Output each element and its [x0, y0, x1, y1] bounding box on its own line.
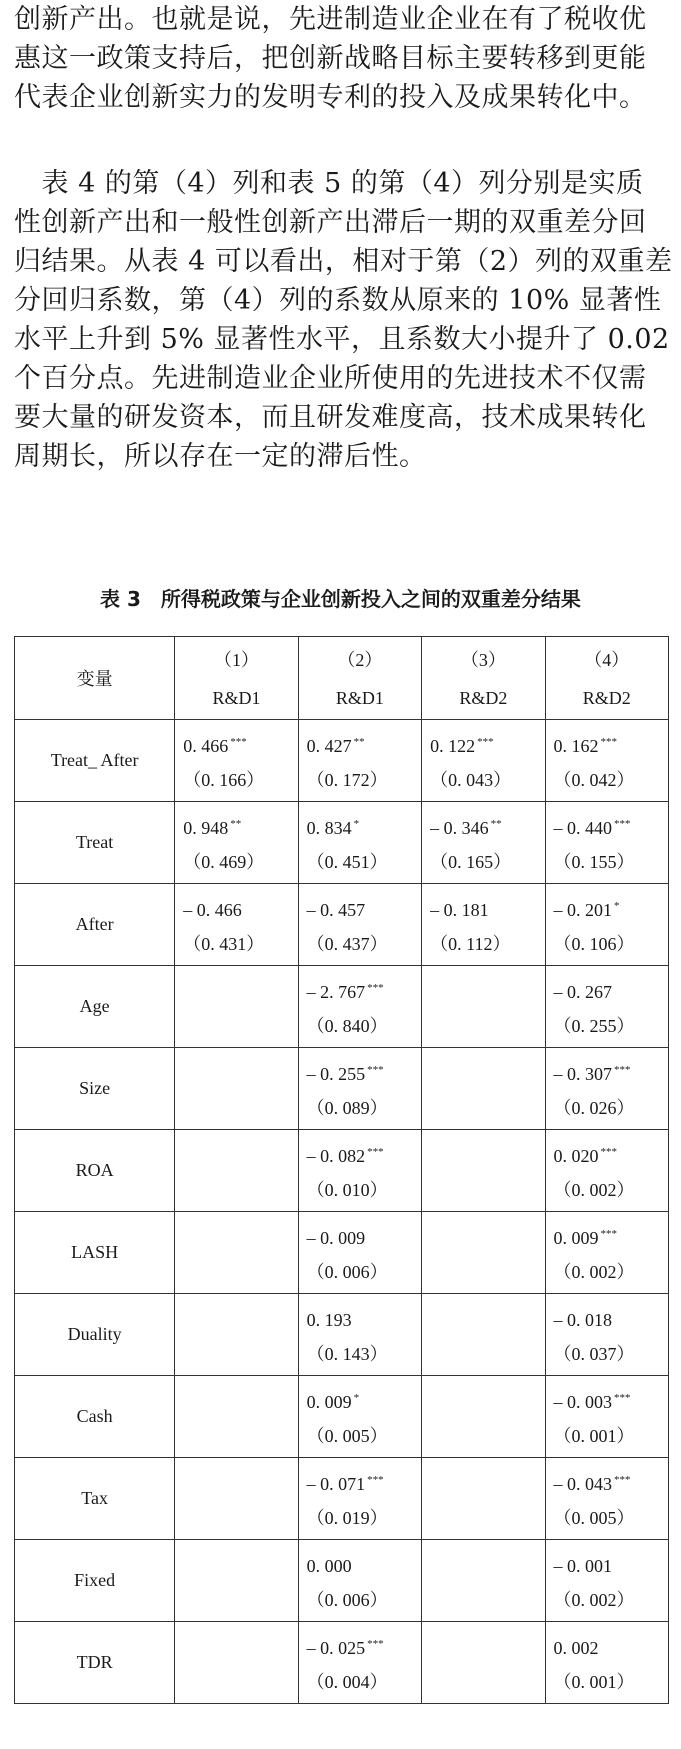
paragraph-line: 水平上升到 5% 显著性水平，且系数大小提升了 0.02 — [14, 324, 670, 355]
table-cell — [175, 1376, 298, 1458]
variable-name: ROA — [15, 1130, 175, 1212]
significance-stars: *** — [614, 1064, 631, 1076]
coefficient — [430, 802, 544, 843]
column-header — [545, 637, 668, 720]
coefficient-value: – 0. 440 — [553, 818, 613, 838]
standard-error — [183, 1581, 297, 1619]
coefficient — [307, 1622, 421, 1663]
standard-error — [183, 1171, 297, 1209]
coefficient — [430, 1458, 544, 1499]
coefficient — [307, 720, 421, 761]
variable-name: Duality — [15, 1294, 175, 1376]
coefficient — [183, 1622, 297, 1663]
standard-error: （0. 006） — [306, 1262, 388, 1282]
standard-error: （0. 840） — [306, 1016, 388, 1036]
paragraph-line: 性创新产出和一般性创新产出滞后一期的双重差分回 — [14, 207, 647, 238]
significance-stars: ** — [230, 818, 242, 830]
table-cell — [422, 1048, 545, 1130]
table-row — [15, 1048, 669, 1130]
coefficient — [307, 966, 421, 1007]
column-header — [298, 637, 421, 720]
table-cell — [175, 1212, 298, 1294]
standard-error: （0. 001） — [553, 1672, 635, 1692]
standard-error: （0. 255） — [553, 1016, 635, 1036]
coefficient — [307, 1048, 421, 1089]
coefficient-value: – 0. 001 — [553, 1556, 613, 1576]
coefficient — [183, 720, 297, 761]
paragraph-line: 要大量的研发资本，而且研发难度高，技术成果转化 — [14, 402, 647, 433]
table-cell — [422, 802, 545, 884]
table-cell — [545, 884, 668, 966]
column-number: （3） — [460, 650, 506, 670]
table-cell — [298, 884, 421, 966]
coefficient — [554, 1048, 668, 1089]
table-body — [15, 637, 669, 1704]
variable-name: Treat — [15, 802, 175, 884]
table-cell — [545, 1212, 668, 1294]
significance-stars: *** — [367, 982, 384, 994]
table-cell — [298, 1376, 421, 1458]
dependent-variable: R&D2 — [582, 688, 631, 708]
coefficient-value: 0. 427 — [306, 736, 352, 756]
coefficient-value: 0. 122 — [430, 736, 476, 756]
column-header — [422, 637, 545, 720]
column-number: （4） — [584, 650, 630, 670]
coefficient — [430, 1294, 544, 1335]
standard-error: （0. 001） — [553, 1426, 635, 1446]
paragraph-line: 归结果。从表 4 可以看出，相对于第（2）列的双重差 — [14, 246, 673, 277]
coefficient-value: 0. 009 — [553, 1228, 599, 1248]
table-cell — [298, 1048, 421, 1130]
coefficient — [430, 1376, 544, 1417]
coefficient-value: – 0. 025 — [306, 1638, 366, 1658]
standard-error: （0. 089） — [306, 1098, 388, 1118]
significance-stars: *** — [367, 1064, 384, 1076]
variable-name: Treat_ After — [15, 720, 175, 802]
table-cell — [298, 1294, 421, 1376]
coefficient-value: – 0. 043 — [553, 1474, 613, 1494]
standard-error: （0. 002） — [553, 1590, 635, 1610]
standard-error — [430, 1581, 544, 1619]
standard-error: （0. 010） — [306, 1180, 388, 1200]
coefficient — [307, 1540, 421, 1581]
coefficient — [307, 802, 421, 843]
table-cell — [175, 1540, 298, 1622]
coefficient — [307, 1458, 421, 1499]
coefficient — [307, 1212, 421, 1253]
table-cell — [422, 966, 545, 1048]
table-cell — [422, 1294, 545, 1376]
coefficient — [307, 1130, 421, 1171]
table-cell — [545, 966, 668, 1048]
coefficient-value: – 2. 767 — [306, 982, 366, 1002]
standard-error — [183, 1089, 297, 1127]
coefficient — [183, 802, 297, 843]
table-row — [15, 884, 669, 966]
standard-error: （0. 042） — [553, 770, 635, 790]
variable-name: Tax — [15, 1458, 175, 1540]
significance-stars: *** — [614, 1474, 631, 1486]
standard-error: （0. 451） — [306, 852, 388, 872]
coefficient — [554, 1294, 668, 1335]
standard-error: （0. 437） — [306, 934, 388, 954]
coefficient-value: – 0. 267 — [553, 982, 613, 1002]
coefficient — [554, 720, 668, 761]
significance-stars: * — [353, 818, 360, 830]
significance-stars: *** — [367, 1146, 384, 1158]
standard-error: （0. 155） — [553, 852, 635, 872]
standard-error: （0. 112） — [430, 934, 511, 954]
standard-error: （0. 106） — [553, 934, 635, 954]
coefficient-value: – 0. 307 — [553, 1064, 613, 1084]
significance-stars: * — [353, 1392, 360, 1404]
variable-name: Fixed — [15, 1540, 175, 1622]
standard-error — [183, 1499, 297, 1537]
coefficient — [430, 720, 544, 761]
table-row — [15, 1458, 669, 1540]
coefficient — [430, 1212, 544, 1253]
standard-error: （0. 469） — [183, 852, 265, 872]
coefficient — [183, 1458, 297, 1499]
standard-error — [183, 1663, 297, 1701]
coefficient — [554, 1130, 668, 1171]
table-cell — [422, 1130, 545, 1212]
table-cell — [298, 966, 421, 1048]
regression-table — [14, 636, 669, 1704]
coefficient — [554, 1622, 668, 1663]
table-cell — [175, 1458, 298, 1540]
table-cell — [422, 720, 545, 802]
table-row — [15, 1622, 669, 1704]
standard-error — [430, 1499, 544, 1537]
coefficient — [554, 1212, 668, 1253]
coefficient-value: – 0. 082 — [306, 1146, 366, 1166]
table-row — [15, 1130, 669, 1212]
standard-error — [183, 1253, 297, 1291]
standard-error — [183, 1335, 297, 1373]
standard-error: （0. 006） — [306, 1590, 388, 1610]
table-cell — [298, 1458, 421, 1540]
coefficient-value: – 0. 009 — [306, 1228, 366, 1248]
table-cell — [422, 1376, 545, 1458]
variable-name: Size — [15, 1048, 175, 1130]
standard-error: （0. 005） — [306, 1426, 388, 1446]
paragraph-2 — [14, 164, 673, 476]
paragraph-line: 分回归系数，第（4）列的系数从原来的 10% 显著性 — [14, 285, 662, 316]
table-cell — [175, 966, 298, 1048]
table-cell — [298, 1130, 421, 1212]
coefficient-value: 0. 002 — [553, 1638, 599, 1658]
variable-name: LASH — [15, 1212, 175, 1294]
coefficient-value: – 0. 466 — [183, 900, 242, 920]
coefficient-value: 0. 162 — [553, 736, 599, 756]
standard-error: （0. 005） — [553, 1508, 635, 1528]
paragraph-1 — [14, 0, 669, 117]
table-row — [15, 720, 669, 802]
coefficient-value: 0. 020 — [553, 1146, 599, 1166]
coefficient — [307, 1376, 421, 1417]
table-cell — [422, 1622, 545, 1704]
significance-stars: *** — [367, 1638, 384, 1650]
coefficient — [307, 1294, 421, 1335]
table-cell — [298, 1622, 421, 1704]
coefficient — [554, 802, 668, 843]
coefficient — [183, 1130, 297, 1171]
significance-stars: *** — [477, 736, 494, 748]
standard-error: （0. 172） — [306, 770, 388, 790]
standard-error — [430, 1663, 544, 1701]
table-caption: 表 3 所得税政策与企业创新投入之间的双重差分结果 — [100, 587, 581, 611]
coefficient — [554, 966, 668, 1007]
table-cell — [545, 1458, 668, 1540]
table-row — [15, 966, 669, 1048]
table-cell — [422, 1540, 545, 1622]
variable-name: After — [15, 884, 175, 966]
column-header — [175, 637, 298, 720]
standard-error — [183, 1007, 297, 1045]
table-cell — [422, 1458, 545, 1540]
table-cell — [175, 1294, 298, 1376]
coefficient — [430, 1622, 544, 1663]
coefficient-value: 0. 009 — [306, 1392, 352, 1412]
table-cell — [298, 720, 421, 802]
coefficient-value: – 0. 181 — [430, 900, 489, 920]
coefficient — [554, 1376, 668, 1417]
significance-stars: ** — [353, 736, 365, 748]
standard-error — [430, 1417, 544, 1455]
table-cell — [545, 1130, 668, 1212]
table-cell — [545, 1294, 668, 1376]
dependent-variable: R&D2 — [459, 688, 508, 708]
standard-error: （0. 037） — [553, 1344, 635, 1364]
table-row — [15, 802, 669, 884]
significance-stars: * — [614, 900, 620, 912]
standard-error: （0. 431） — [183, 934, 265, 954]
column-number: （1） — [213, 650, 259, 670]
coefficient-value: 0. 000 — [306, 1556, 352, 1576]
coefficient — [430, 966, 544, 1007]
coefficient — [307, 884, 421, 925]
table-cell — [298, 1212, 421, 1294]
table-cell — [422, 1212, 545, 1294]
standard-error — [430, 1253, 544, 1291]
table-header-row — [15, 637, 669, 720]
table-cell — [545, 1540, 668, 1622]
dependent-variable: R&D1 — [335, 688, 384, 708]
table-cell — [175, 884, 298, 966]
table-row — [15, 1294, 669, 1376]
significance-stars: *** — [600, 1228, 618, 1240]
coefficient-value: – 0. 003 — [553, 1392, 613, 1412]
coefficient-value: – 0. 346 — [430, 818, 489, 838]
standard-error: （0. 143） — [306, 1344, 388, 1364]
coefficient-value: 0. 948 — [183, 818, 229, 838]
standard-error: （0. 166） — [183, 770, 265, 790]
standard-error: （0. 026） — [553, 1098, 635, 1118]
standard-error — [430, 1089, 544, 1127]
table-cell — [545, 1622, 668, 1704]
dependent-variable: R&D1 — [212, 688, 261, 708]
significance-stars: *** — [367, 1474, 384, 1486]
standard-error — [430, 1171, 544, 1209]
significance-stars: *** — [614, 818, 631, 830]
coefficient-value: 0. 834 — [306, 818, 352, 838]
coefficient-value: – 0. 018 — [553, 1310, 613, 1330]
coefficient — [183, 884, 297, 925]
paragraph-line: 表 4 的第（4）列和表 5 的第（4）列分别是实质 — [14, 168, 644, 199]
table-cell — [175, 720, 298, 802]
coefficient-value: – 0. 071 — [306, 1474, 366, 1494]
coefficient — [554, 1458, 668, 1499]
standard-error: （0. 002） — [553, 1180, 635, 1200]
paragraph-line: 个百分点。先进制造业企业所使用的先进技术不仅需 — [14, 363, 647, 394]
table-cell — [298, 1540, 421, 1622]
coefficient — [554, 1540, 668, 1581]
coefficient — [554, 884, 668, 925]
table-cell — [175, 1622, 298, 1704]
variable-name: Cash — [15, 1376, 175, 1458]
coefficient-value: 0. 193 — [306, 1310, 352, 1330]
standard-error: （0. 002） — [553, 1262, 635, 1282]
table-row — [15, 1212, 669, 1294]
standard-error — [183, 1417, 297, 1455]
coefficient — [430, 1540, 544, 1581]
significance-stars: *** — [230, 736, 247, 748]
var-header: 变量 — [15, 637, 175, 720]
table-cell — [422, 884, 545, 966]
standard-error: （0. 043） — [430, 770, 512, 790]
coefficient — [183, 1212, 297, 1253]
table-cell — [175, 1130, 298, 1212]
significance-stars: *** — [600, 736, 618, 748]
table-cell — [545, 802, 668, 884]
significance-stars: *** — [614, 1392, 631, 1404]
table-cell — [175, 802, 298, 884]
variable-name: Age — [15, 966, 175, 1048]
coefficient-value: – 0. 457 — [306, 900, 366, 920]
coefficient — [183, 966, 297, 1007]
table-row — [15, 1540, 669, 1622]
coefficient — [430, 1130, 544, 1171]
standard-error: （0. 165） — [430, 852, 512, 872]
column-number: （2） — [337, 650, 383, 670]
table-cell — [545, 720, 668, 802]
paragraph-line: 创新产出。也就是说，先进制造业企业在有了税收优 — [14, 4, 647, 35]
significance-stars: *** — [600, 1146, 618, 1158]
paragraph-line: 代表企业创新实力的发明专利的投入及成果转化中。 — [14, 82, 647, 113]
paragraph-line: 惠这一政策支持后，把创新战略目标主要转移到更能 — [14, 43, 647, 74]
table-cell — [175, 1048, 298, 1130]
standard-error: （0. 004） — [306, 1672, 388, 1692]
standard-error — [430, 1007, 544, 1045]
table-row — [15, 1376, 669, 1458]
standard-error: （0. 019） — [306, 1508, 388, 1528]
coefficient — [183, 1294, 297, 1335]
coefficient — [183, 1540, 297, 1581]
table-cell — [545, 1376, 668, 1458]
coefficient-value: 0. 466 — [183, 736, 229, 756]
coefficient — [183, 1048, 297, 1089]
standard-error — [430, 1335, 544, 1373]
table-cell — [545, 1048, 668, 1130]
table-cell — [298, 802, 421, 884]
coefficient — [183, 1376, 297, 1417]
paragraph-line: 周期长，所以存在一定的滞后性。 — [14, 441, 427, 472]
coefficient — [430, 884, 544, 925]
coefficient — [430, 1048, 544, 1089]
coefficient-value: – 0. 201 — [553, 900, 613, 920]
significance-stars: ** — [490, 818, 502, 830]
variable-name: TDR — [15, 1622, 175, 1704]
coefficient-value: – 0. 255 — [306, 1064, 366, 1084]
